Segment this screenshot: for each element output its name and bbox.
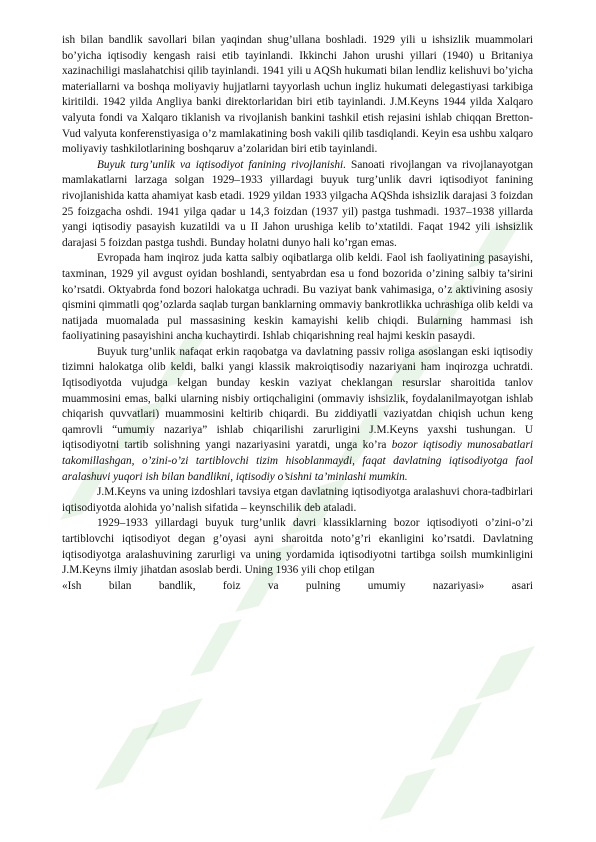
watermark-glyph (380, 768, 436, 820)
paragraph-career (62, 33, 533, 158)
watermark-glyph (475, 646, 535, 700)
watermark-glyph (145, 698, 203, 740)
paragraph-keynesianism (62, 485, 533, 516)
paragraph-keynesianism-text: J.M.Keyns va uning izdoshlari tavsiya etgan davlatning iqtisodiyotga aralashuvi chora-tadbirlari iqtisodiyotda alohida yo’nalish sifatida – keynschilik deb ataladi. (62, 486, 533, 514)
paragraph-great-depression-text: Sanoati rivojlangan va rivojlanayotgan mamlakatlarni larzaga solgan 1929–1933 yillardagi buyuk turg’unlik davri iqtisodiyot fanining rivojlanishida katta ahamiyat kasb etadi. 1929 yildan 1933 yilgacha AQShda ishsizlik darajasi 3 foizdan 25 foizgacha oshdi. 1941 yilga qadar u 14,3 foizdan (1937 yil) pastga tushmadi. 1937–1938 yillarda yangi iqtisodiy pasayish kuzatildi va u II Jahon urushiga kelib to’xtatildi. Faqat 1942 yili ishsizlik darajasi 5 foizdan pastga tushdi. Bunday holatni dunyo hali ko’rgan emas. (62, 158, 533, 249)
paragraph-general-theory-text: «Ish bilan bandlik, foiz va pulning umumiy nazariyasi» asari (62, 579, 533, 592)
section-heading-great-depression: Buyuk turg’unlik va iqtisodiyot fanining rivojlanishi. (97, 158, 347, 171)
paragraph-europe-text: Evropada ham inqiroz juda katta salbiy oqibatlarga olib keldi. Faol ish faoliyatining pasayishi, taxminan, 1929 yil avgust oyidan boshlandi, sentyabrdan esa u fond bozorida o’zining salbiy ta’sirini ko’rsatdi. Oktyabrda fond bozori halokatga uchradi. Bu vaziyat bank vahimasiga, o’z aktivining asosiy qismini qimmatli qog’ozlarda saqlab turgan banklarning ommaviy bankrotlikka uchrashiga olib keldi va natijada muomalada pul massasining keskin kamayishi kelib chiqdi. Bularning hammasi ish faoliyatining pasayishini ancha kuchaytirdi. Ishlab chiqarishning real hajmi keskin pasaydi. (62, 252, 533, 343)
paragraph-classics (62, 516, 533, 578)
document-body (62, 33, 533, 594)
watermark-glyph (430, 702, 482, 760)
paragraph-general-theory (62, 579, 533, 595)
watermark-glyph (95, 722, 159, 790)
watermark-glyph (190, 619, 242, 676)
paragraph-keynes-theory-text: Buyuk turg’unlik nafaqat erkin raqobatga va davlatning passiv roliga asoslangan eski iqtisodiy tizimni halokatga olib keldi, balki yangi klassik makroiqtisodiy nazariyani ham inqirozga uchratdi. Iqtisodiyotda vujudga kelgan bunday keskin vaziyat cheklangan resurslar sharoitida tanlov muammosini emas, balki ularning nisbiy ortiqchaligini (ommaviy ishsizlik, foydalanilmayotgan ishlab chiqarish quvvatlari) muammosini keltirib chiqardi. Bu ziddiyatli vaziyatdan chiqish uchun keng qamrovli “umumiy nazariya” ishlab chiqarilishi zarurligini J.M.Keyns yaxshi tushungan. U iqtisodiyotni tartib solishning yangi nazariyasini yaratdi, unga ko’ra (62, 345, 533, 452)
paragraph-keynes-theory-italic: bozor iqtisodiy munosabatlari takomillashgan, o’zini-o’zi tartiblovchi tizim hisoblanmaydi, faqat davlatning iqtisodiyotga faol aralashuvi yuqori ish bilan bandlikni, iqtisodiy o’sishni ta’minlashi mumkin. (62, 439, 533, 483)
paragraph-career-text: ish bilan bandlik savollari bilan yaqindan shug’ullana boshladi. 1929 yili u ishsizlik muammolari bo’yicha iqtisodiy kengash raisi etib tayinlandi. Ikkinchi Jahon urushi yillari (1940) u Britaniya xazinachiligi maslahatchisi qilib tayinlandi. 1941 yili u AQSh hukumati bilan lendliz kelishuvi bo’yicha materiallarni va boshqa moliyaviy hujjatlarni tayyorlash uchun ingliz hukumati delegastiyasi tarkibiga kiritildi. 1942 yilda Angliya banki direktorlaridan biri etib tayinlandi. J.M.Keyns 1944 yilda Xalqaro valyuta fondi va Xalqaro tiklanish va rivojlanish bankini tashkil etish rejasini ishlab chiqqan Bretton-Vud valyuta konferenstiyasiga o’z mamlakatining bosh vakili qilib tasdiqlandi. Keyin esa ushbu xalqaro moliyaviy tashkilotlarining boshqaruv a’zolaridan biri etib tayinlandi. (62, 34, 533, 156)
paragraph-keynes-theory (62, 345, 533, 485)
paragraph-classics-text: 1929–1933 yillardagi buyuk turg’unlik davri klassiklarning bozor iqtisodiyoti o’zini-o’zi tartiblovchi iqtisodiyot degan g’oyasi ayni sharoitda noto’g’ri ekanligini ko’rsatdi. Davlatning iqtisodiyotga aralashuvining zarurligi va uning yordamida iqtisodiyotni tartibga soilsh mumkinligini J.M.Keyns ilmiy jihatdan asoslab berdi. Uning 1936 yili chop etilgan (62, 517, 533, 577)
paragraph-great-depression (62, 158, 533, 252)
paragraph-europe (62, 251, 533, 345)
